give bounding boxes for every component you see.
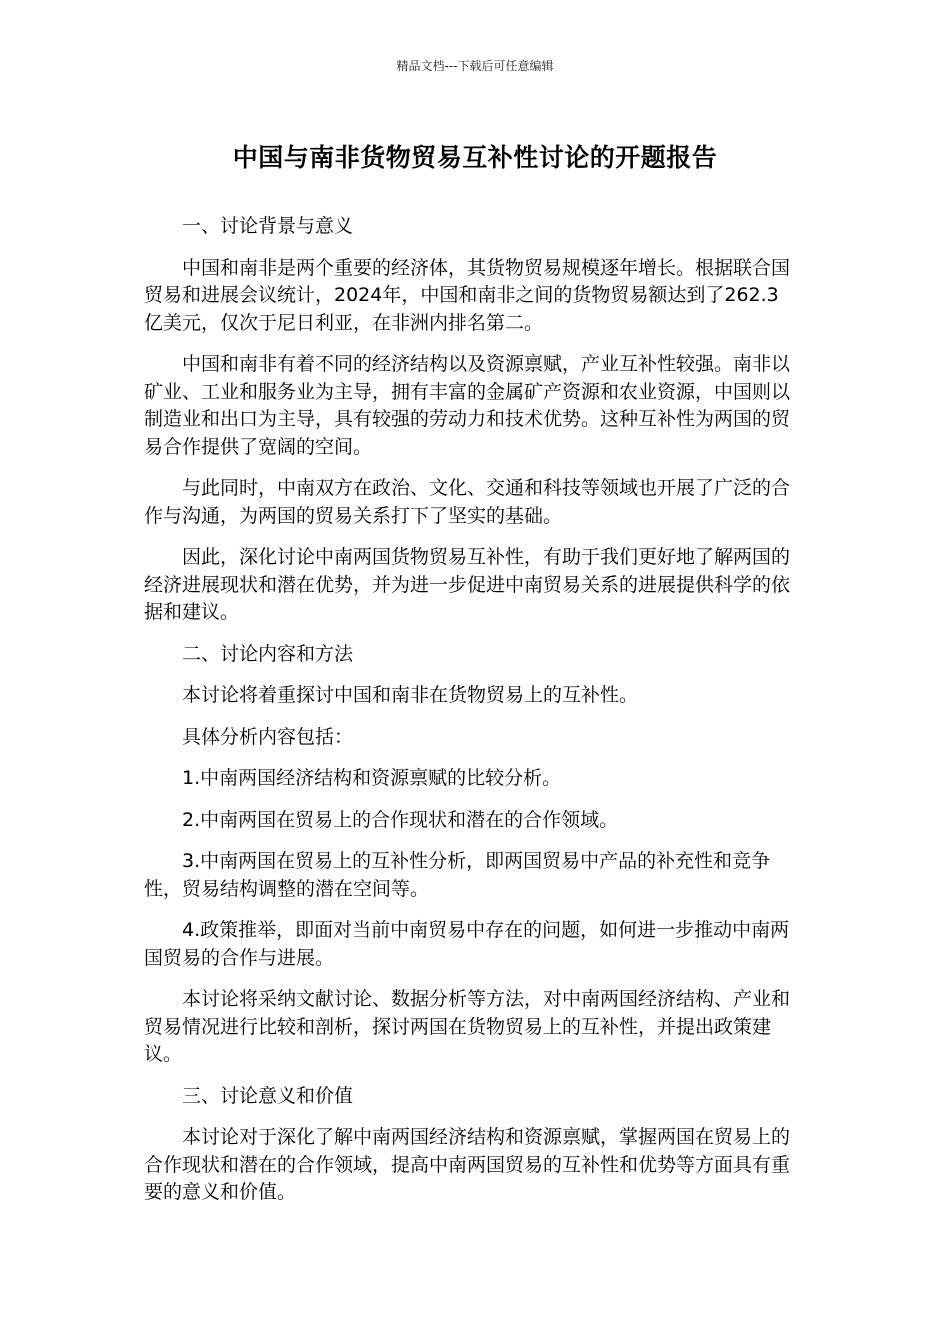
section-heading-background: 一、讨论背景与意义 (182, 215, 354, 237)
section-heading-value: 三、讨论意义和价值 (182, 1084, 354, 1107)
section-heading-content-method: 二、讨论内容和方法 (182, 642, 354, 665)
paragraph-analysis-intro: 具体分析内容包括： (182, 725, 354, 748)
document-body (144, 213, 794, 1221)
list-item-3: 3.中南两国在贸易上的互补性分析，即两国贸易中产品的补充性和竞争性，贸易结构调整的潜在空间等。 (144, 850, 771, 900)
list-item-2: 2.中南两国在贸易上的合作现状和潜在的合作领域。 (182, 808, 619, 831)
list-item-1: 1.中南两国经济结构和资源禀赋的比较分析。 (182, 767, 562, 789)
document-title: 中国与南非货物贸易互补性讨论的开题报告 (232, 143, 718, 172)
paragraph-methods: 本讨论将采纳文献讨论、数据分析等方法，对中南两国经济结构、产业和贸易情况进行比较和剖析，探讨两国在货物贸易上的互补性，并提出政策建议。 (144, 988, 791, 1065)
header-note: 精品文档---下载后可任意编辑 (396, 59, 554, 73)
paragraph-significance: 因此，深化讨论中南两国货物贸易互补性，有助于我们更好地了解两国的经济进展现状和潜在优势，并为进一步促进中南贸易关系的进展提供科学的依据和建议。 (144, 546, 791, 623)
paragraph-value: 本讨论对于深化了解中南两国经济结构和资源禀赋，掌握两国在贸易上的合作现状和潜在的合作领域，提高中南两国贸易的互补性和优势等方面具有重要的意义和价值。 (144, 1126, 791, 1203)
paragraph-economic-structure: 中国和南非有着不同的经济结构以及资源禀赋，产业互补性较强。南非以矿业、工业和服务业为主导，拥有丰富的金属矿产资源和农业资源，中国则以制造业和出口为主导，具有较强的劳动力和技术优势。这种互补性为两国的贸易合作提供了宽阔的空间。 (144, 353, 791, 458)
paragraph-cooperation: 与此同时，中南双方在政治、文化、交通和科技等领域也开展了广泛的合作与沟通，为两国的贸易关系打下了坚实的基础。 (144, 477, 791, 527)
paragraph-trade-volume: 中国和南非是两个重要的经济体，其货物贸易规模逐年增长。根据联合国贸易和进展会议统计，2024年，中国和南非之间的货物贸易额达到了262.3亿美元，仅次于尼日利亚，在非洲内排名第二。 (144, 256, 791, 334)
paragraph-focus: 本讨论将着重探讨中国和南非在货物贸易上的互补性。 (182, 684, 639, 706)
list-item-4: 4.政策推举，即面对当前中南贸易中存在的问题，如何进一步推动中南两国贸易的合作与进展。 (144, 919, 790, 969)
